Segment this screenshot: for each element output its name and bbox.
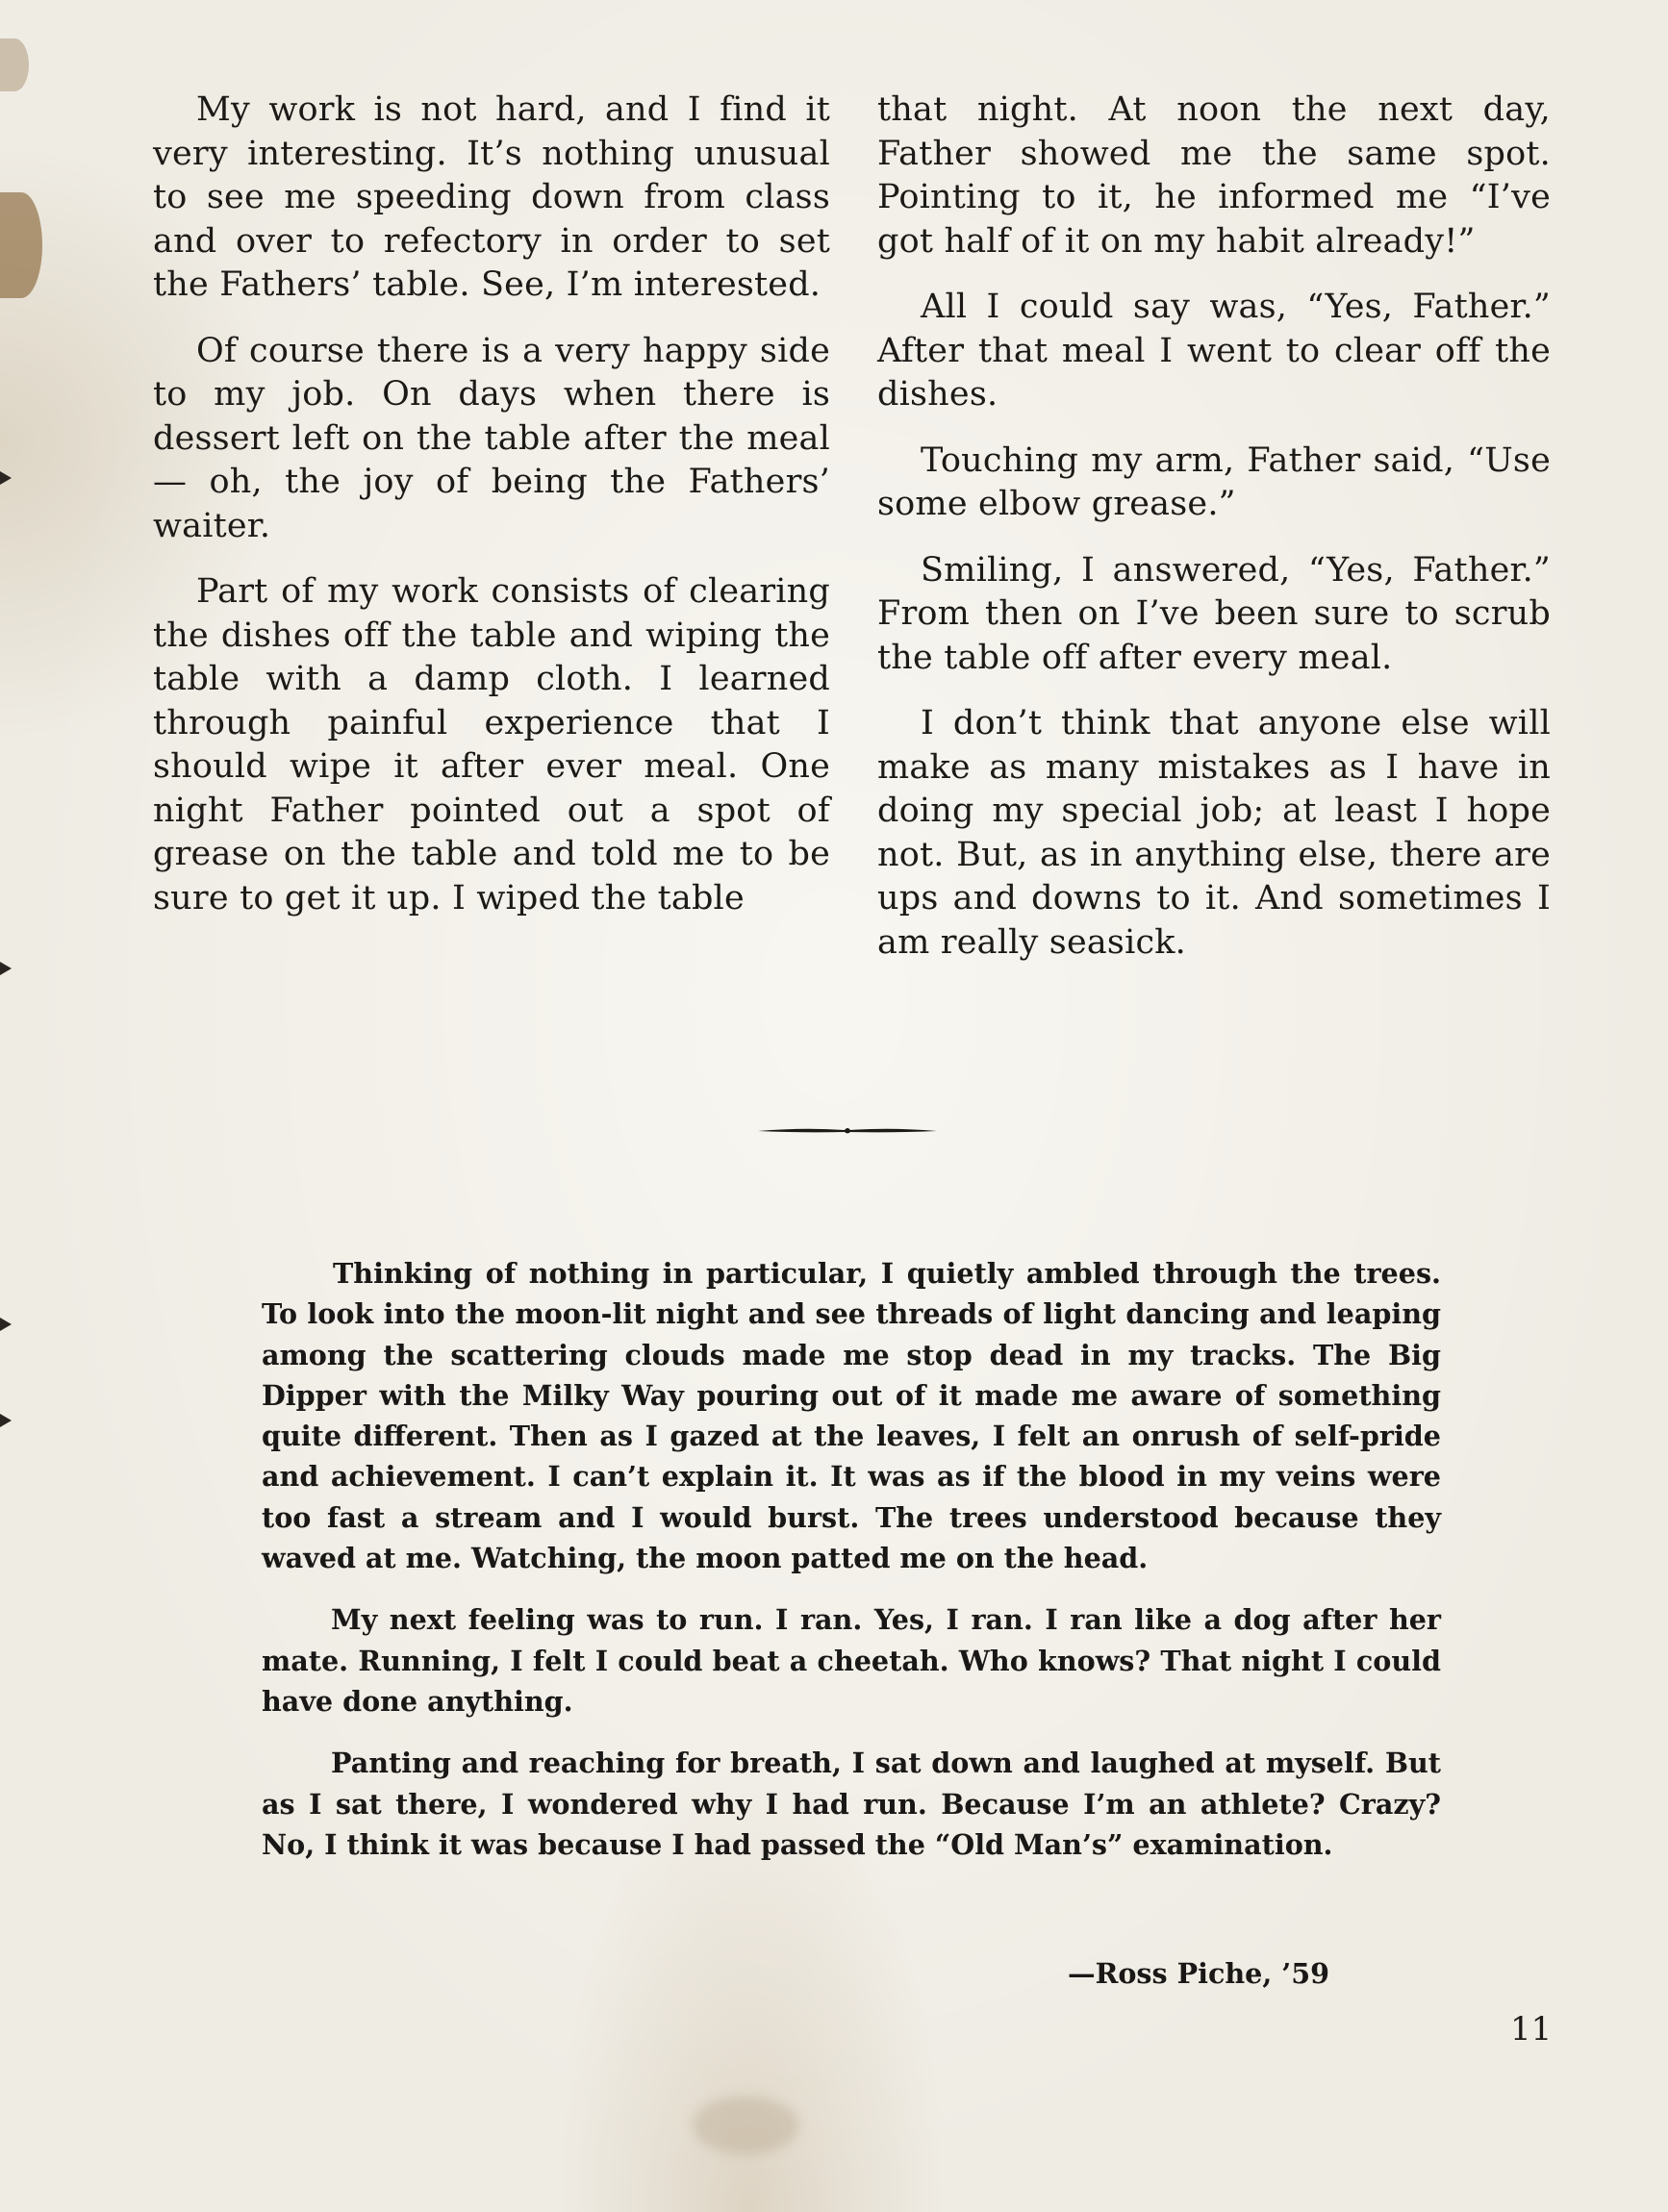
paper-stain — [693, 2097, 798, 2154]
article-paragraph: All I could say was, “Yes, Father.” After that meal I went to clear off the dishes. — [877, 288, 1551, 414]
binding-hole-mark — [0, 471, 12, 485]
article-paragraph: Touching my arm, Father said, “Use some elbow grease.” — [877, 440, 1551, 523]
author-signature: —Ross Piche, ’59 — [1068, 1957, 1329, 1990]
binding-hole-mark — [0, 1318, 12, 1331]
article-paragraph: Part of my work consists of clearing the dishes off the table and wiping the table with a damp cloth. I learned through painful experience that I should wipe it after ever meal. One night Father pointed out a spot of grease on the table and told me to be sure to get it up. I wiped the table — [153, 572, 830, 917]
article-paragraph: that night. At noon the next day, Father showed me the same spot. Pointing to it, he informed me “I’ve got half of it on my habit already!” — [877, 90, 1551, 261]
article-paragraph: Smiling, I answered, “Yes, Father.” From then on I’ve been sure to scrub the table off after every meal. — [877, 550, 1551, 677]
binding-hole-mark — [0, 1414, 12, 1427]
article-paragraph: I don’t think that anyone else will make as many mistakes as I have in doing my special job; at least I hope not. But, as in anything else, there are ups and downs to it. And sometimes I am really seasick. — [877, 704, 1551, 962]
story-paragraph: Panting and reaching for breath, I sat down and laughed at myself. But as I sat there, I wondered why I had run. Because I’m an athlete? Crazy? No, I think it was because I had passed the “Old Man’s” examination. — [262, 1747, 1441, 1861]
right-article-column — [877, 88, 1551, 987]
article-paragraph: Of course there is a very happy side to my job. On days when there is dessert left on the table after the meal — oh, the joy of being the Fathers’ waiter. — [153, 331, 830, 545]
paper-stain — [0, 38, 29, 91]
section-divider-ornament — [756, 1123, 939, 1137]
article-paragraph: My work is not hard, and I find it very interesting. It’s nothing unusual to see me speeding down from class and over to refectory in order to set the Fathers’ table. See, I’m interested. — [153, 90, 830, 304]
story-paragraph: Thinking of nothing in particular, I quietly ambled through the trees. To look into the moon-lit night and see threads of light dancing and leaping among the scattering clouds made me stop dead in my tracks. The Big Dipper with the Milky Way pouring out of it made me aware of something quite different. Then as I gazed at the leaves, I felt an onrush of self-pride and achievement. I can’t explain it. It was as if the blood in my veins were too fast a stream and I would burst. The trees understood because they waved at me. Watching, the moon patted me on the head. — [262, 1257, 1441, 1575]
binding-hole-mark — [0, 962, 12, 975]
story-paragraph: My next feeling was to run. I ran. Yes, I ran. I ran like a dog after her mate. Running, I felt I could beat a cheetah. Who knows? That night I could have done anything. — [262, 1603, 1441, 1718]
left-article-column — [153, 88, 830, 943]
page-number: 11 — [1510, 2010, 1553, 2049]
story-section — [262, 1253, 1441, 1886]
paper-stain — [0, 192, 42, 298]
